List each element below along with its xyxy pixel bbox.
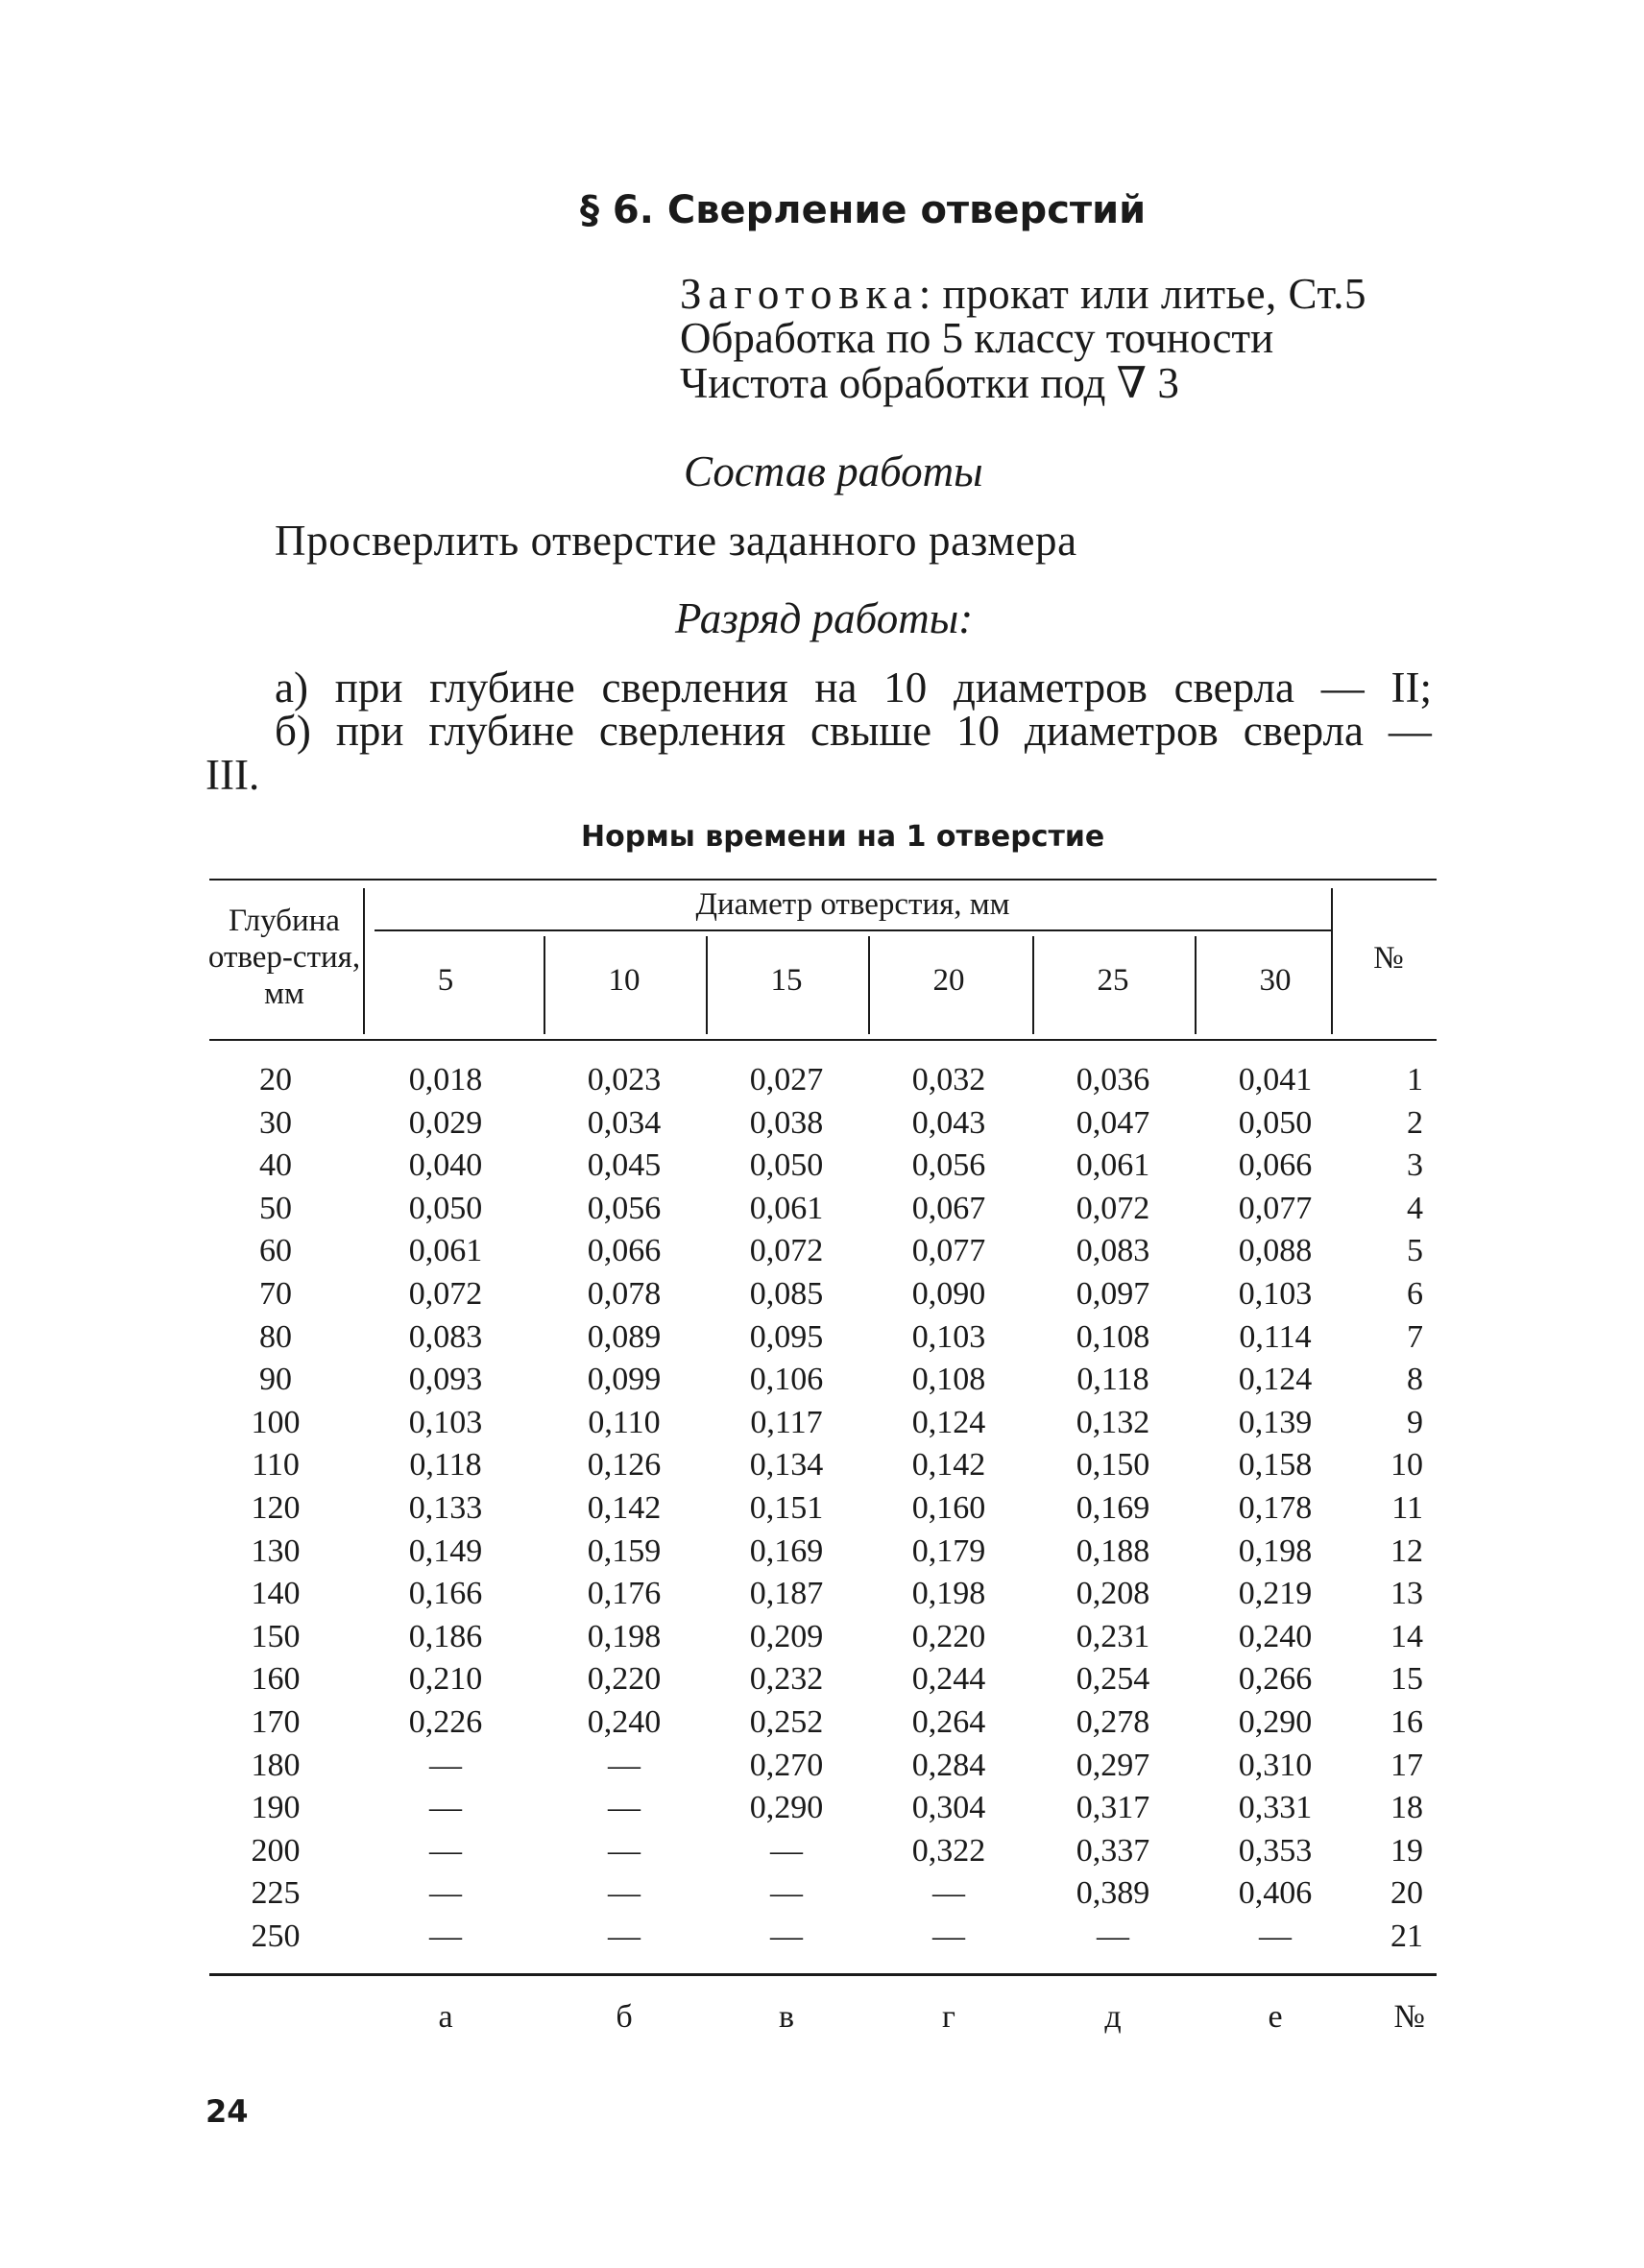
- time-value: —: [608, 1748, 641, 1783]
- time-value: 0,085: [749, 1276, 824, 1312]
- time-value: 0,290: [749, 1790, 824, 1825]
- grade-word: свыше: [810, 707, 932, 755]
- time-value: 0,041: [1238, 1062, 1313, 1098]
- grade-word: —: [1388, 707, 1432, 755]
- spec-blank-line: [680, 269, 1366, 319]
- grade-item-b: [275, 706, 1432, 756]
- depth-value: 110: [252, 1447, 300, 1483]
- time-value: 0,406: [1238, 1875, 1313, 1911]
- depth-value: 100: [251, 1405, 301, 1440]
- time-value: —: [429, 1833, 462, 1869]
- time-value: 0,266: [1238, 1661, 1313, 1697]
- time-value: —: [932, 1875, 965, 1911]
- time-value: 0,117: [750, 1405, 823, 1440]
- time-value: 0,220: [911, 1619, 986, 1654]
- time-value: —: [770, 1918, 803, 1954]
- row-number: 17: [1390, 1748, 1423, 1783]
- time-value: 0,067: [911, 1191, 986, 1226]
- time-value: 0,290: [1238, 1704, 1313, 1740]
- grade-item-b-tail: III.: [206, 751, 260, 799]
- row-number: 14: [1390, 1619, 1423, 1654]
- time-value: 0,099: [587, 1362, 662, 1397]
- time-value: 0,188: [1076, 1533, 1150, 1569]
- time-value: 0,178: [1238, 1490, 1313, 1526]
- table-top-rule: [209, 879, 1437, 881]
- time-value: 0,208: [1076, 1576, 1150, 1611]
- row-number: 10: [1390, 1447, 1423, 1483]
- grade-word: а): [275, 664, 308, 712]
- time-value: 0,018: [408, 1062, 483, 1098]
- time-value: 0,027: [749, 1062, 824, 1098]
- column-letter: е: [1268, 1999, 1283, 2035]
- time-value: 0,198: [587, 1619, 662, 1654]
- time-value: 0,240: [587, 1704, 662, 1740]
- time-value: 0,103: [1238, 1276, 1313, 1312]
- depth-value: 40: [259, 1147, 292, 1183]
- row-number: 21: [1390, 1918, 1423, 1954]
- time-value: 0,034: [587, 1105, 662, 1141]
- time-value: 0,072: [749, 1233, 824, 1268]
- time-value: 0,061: [1076, 1147, 1150, 1183]
- time-value: 0,270: [749, 1748, 824, 1783]
- time-value: 0,110: [588, 1405, 661, 1440]
- time-value: 0,103: [911, 1319, 986, 1355]
- column-letter: г: [942, 1999, 955, 2035]
- time-value: 0,045: [587, 1147, 662, 1183]
- time-value: 0,134: [749, 1447, 824, 1483]
- time-value: —: [429, 1918, 462, 1954]
- row-number: 8: [1407, 1362, 1423, 1397]
- time-value: —: [429, 1748, 462, 1783]
- grade-word: —: [1320, 664, 1365, 712]
- time-value: 0,304: [911, 1790, 986, 1825]
- depth-value: 150: [251, 1619, 301, 1654]
- time-value: 0,160: [911, 1490, 986, 1526]
- depth-value: 190: [251, 1790, 301, 1825]
- grade-word: б): [275, 707, 311, 755]
- time-value: 0,108: [911, 1362, 986, 1397]
- row-number: 15: [1390, 1661, 1423, 1697]
- time-value: 0,179: [911, 1533, 986, 1569]
- depth-value: 160: [251, 1661, 301, 1697]
- depth-value: 90: [259, 1362, 292, 1397]
- time-value: —: [429, 1875, 462, 1911]
- time-value: 0,150: [1076, 1447, 1150, 1483]
- time-value: —: [608, 1833, 641, 1869]
- time-value: 0,036: [1076, 1062, 1150, 1098]
- time-value: 0,187: [749, 1576, 824, 1611]
- time-value: 0,232: [749, 1661, 824, 1697]
- grade-word: сверления: [601, 664, 788, 712]
- footer-number: №: [1393, 1999, 1425, 2035]
- time-value: 0,066: [587, 1233, 662, 1268]
- diameter-underline: [375, 929, 1331, 931]
- time-value: 0,032: [911, 1062, 986, 1098]
- time-value: 0,114: [1239, 1319, 1312, 1355]
- depth-value: 60: [259, 1233, 292, 1268]
- depth-value: 70: [259, 1276, 292, 1312]
- depth-value: 170: [251, 1704, 301, 1740]
- column-letter: б: [616, 1999, 633, 2035]
- grade-word: диаметров: [1024, 707, 1219, 755]
- time-value: 0,066: [1238, 1147, 1313, 1183]
- time-value: 0,219: [1238, 1576, 1313, 1611]
- time-value: 0,050: [1238, 1105, 1313, 1141]
- grade-word: сверления: [598, 707, 786, 755]
- number-header: №: [1373, 941, 1404, 976]
- work-text: Просверлить отверстие заданного размера: [275, 517, 1077, 565]
- header-right-divider: [1331, 888, 1333, 1034]
- time-value: 0,072: [1076, 1191, 1150, 1226]
- grade-word: сверла: [1243, 707, 1364, 755]
- time-value: 0,095: [749, 1319, 824, 1355]
- row-number: 2: [1407, 1105, 1423, 1141]
- time-value: 0,061: [408, 1233, 483, 1268]
- time-value: 0,297: [1076, 1748, 1150, 1783]
- depth-value: 225: [251, 1875, 301, 1911]
- row-number: 3: [1407, 1147, 1423, 1183]
- time-value: 0,264: [911, 1704, 986, 1740]
- time-value: 0,252: [749, 1704, 824, 1740]
- grade-word: 10: [955, 707, 1000, 755]
- time-value: 0,097: [1076, 1276, 1150, 1312]
- diameter-header: Диаметр отверстия, мм: [695, 887, 1010, 922]
- time-value: —: [770, 1833, 803, 1869]
- work-heading: Состав работы: [684, 447, 983, 495]
- time-value: 0,317: [1076, 1790, 1150, 1825]
- row-number: 7: [1407, 1319, 1423, 1355]
- header-bottom-rule: [209, 1039, 1437, 1041]
- grade-word: сверла: [1173, 664, 1294, 712]
- time-value: 0,220: [587, 1661, 662, 1697]
- time-value: 0,198: [911, 1576, 986, 1611]
- time-value: 0,159: [587, 1533, 662, 1569]
- time-value: 0,133: [408, 1490, 483, 1526]
- time-value: 0,278: [1076, 1704, 1150, 1740]
- time-value: 0,244: [911, 1661, 986, 1697]
- time-value: —: [770, 1875, 803, 1911]
- time-value: 0,050: [749, 1147, 824, 1183]
- time-value: 0,322: [911, 1833, 986, 1869]
- time-value: 0,056: [587, 1191, 662, 1226]
- time-value: 0,093: [408, 1362, 483, 1397]
- time-value: 0,038: [749, 1105, 824, 1141]
- time-value: 0,176: [587, 1576, 662, 1611]
- time-value: —: [1259, 1918, 1292, 1954]
- row-number: 12: [1390, 1533, 1423, 1569]
- section-title: § 6. Сверление отверстий: [580, 188, 1147, 232]
- depth-value: 30: [259, 1105, 292, 1141]
- time-value: 0,118: [409, 1447, 482, 1483]
- time-value: 0,043: [911, 1105, 986, 1141]
- time-value: —: [932, 1918, 965, 1954]
- time-value: 0,166: [408, 1576, 483, 1611]
- time-value: 0,088: [1238, 1233, 1313, 1268]
- time-value: 0,198: [1238, 1533, 1313, 1569]
- time-value: 0,023: [587, 1062, 662, 1098]
- time-value: 0,083: [408, 1319, 483, 1355]
- time-value: 0,029: [408, 1105, 483, 1141]
- spec-blank-label: Заготовка: [680, 270, 919, 318]
- row-number: 5: [1407, 1233, 1423, 1268]
- row-number: 20: [1390, 1875, 1423, 1911]
- time-value: 0,126: [587, 1447, 662, 1483]
- diameter-25: 25: [1097, 963, 1129, 998]
- time-value: 0,072: [408, 1276, 483, 1312]
- grade-word: II;: [1390, 664, 1432, 712]
- row-number: 18: [1390, 1790, 1423, 1825]
- depth-header: Глубина отвер-стия, мм: [207, 904, 361, 1011]
- time-value: 0,337: [1076, 1833, 1150, 1869]
- grade-word: на: [814, 664, 858, 712]
- time-value: 0,254: [1076, 1661, 1150, 1697]
- time-value: 0,231: [1076, 1619, 1150, 1654]
- time-value: 0,132: [1076, 1405, 1150, 1440]
- page-number: 24: [206, 2093, 249, 2130]
- grade-word: глубине: [429, 664, 575, 712]
- depth-value: 20: [259, 1062, 292, 1098]
- row-number: 11: [1391, 1490, 1423, 1526]
- time-value: 0,389: [1076, 1875, 1150, 1911]
- time-value: 0,047: [1076, 1105, 1150, 1141]
- time-value: 0,108: [1076, 1319, 1150, 1355]
- diameter-20: 20: [932, 963, 965, 998]
- time-value: —: [1097, 1918, 1129, 1954]
- time-value: 0,089: [587, 1319, 662, 1355]
- time-value: 0,158: [1238, 1447, 1313, 1483]
- time-value: 0,056: [911, 1147, 986, 1183]
- row-number: 4: [1407, 1191, 1423, 1226]
- time-value: 0,142: [911, 1447, 986, 1483]
- time-value: 0,284: [911, 1748, 986, 1783]
- diameter-10: 10: [608, 963, 641, 998]
- table-caption: Нормы времени на 1 отверстие: [581, 820, 1105, 854]
- column-letter: а: [438, 1999, 453, 2035]
- time-value: —: [608, 1875, 641, 1911]
- time-value: 0,331: [1238, 1790, 1313, 1825]
- depth-value: 250: [251, 1918, 301, 1954]
- time-value: 0,186: [408, 1619, 483, 1654]
- grade-heading: Разряд работы:: [675, 594, 974, 642]
- depth-value: 130: [251, 1533, 301, 1569]
- row-number: 19: [1390, 1833, 1423, 1869]
- time-value: 0,151: [749, 1490, 824, 1526]
- table-bottom-rule: [209, 1973, 1437, 1976]
- row-number: 16: [1390, 1704, 1423, 1740]
- time-value: 0,210: [408, 1661, 483, 1697]
- time-value: 0,040: [408, 1147, 483, 1183]
- time-value: 0,106: [749, 1362, 824, 1397]
- time-value: —: [608, 1790, 641, 1825]
- time-value: 0,169: [1076, 1490, 1150, 1526]
- spec-finish-line: Чистота обработки под ∇ 3: [680, 359, 1179, 407]
- row-number: 13: [1390, 1576, 1423, 1611]
- row-number: 9: [1407, 1405, 1423, 1440]
- time-value: 0,118: [1076, 1362, 1149, 1397]
- grade-word: при: [334, 664, 403, 712]
- time-value: 0,090: [911, 1276, 986, 1312]
- time-value: 0,078: [587, 1276, 662, 1312]
- time-value: 0,310: [1238, 1748, 1313, 1783]
- depth-value: 180: [251, 1748, 301, 1783]
- diameter-15: 15: [770, 963, 803, 998]
- time-value: 0,226: [408, 1704, 483, 1740]
- time-value: 0,050: [408, 1191, 483, 1226]
- time-value: 0,077: [1238, 1191, 1313, 1226]
- time-value: 0,124: [1238, 1362, 1313, 1397]
- time-value: 0,103: [408, 1405, 483, 1440]
- grade-word: 10: [883, 664, 928, 712]
- depth-value: 80: [259, 1319, 292, 1355]
- spec-blank-value: : прокат или литье, Ст.5: [918, 270, 1367, 318]
- depth-value: 120: [251, 1490, 301, 1526]
- time-value: 0,353: [1238, 1833, 1313, 1869]
- diameter-30: 30: [1259, 963, 1292, 998]
- grade-word: глубине: [428, 707, 574, 755]
- time-value: 0,139: [1238, 1405, 1313, 1440]
- depth-value: 140: [251, 1576, 301, 1611]
- row-number: 1: [1407, 1062, 1423, 1098]
- diameter-5: 5: [437, 963, 454, 998]
- time-value: 0,240: [1238, 1619, 1313, 1654]
- time-value: 0,142: [587, 1490, 662, 1526]
- time-value: —: [429, 1790, 462, 1825]
- depth-value: 50: [259, 1191, 292, 1226]
- time-value: 0,077: [911, 1233, 986, 1268]
- time-value: 0,169: [749, 1533, 824, 1569]
- column-letter: в: [778, 1999, 795, 2035]
- time-value: 0,149: [408, 1533, 483, 1569]
- time-value: 0,124: [911, 1405, 986, 1440]
- time-value: —: [608, 1918, 641, 1954]
- grade-word: диаметров: [954, 664, 1148, 712]
- time-value: 0,061: [749, 1191, 824, 1226]
- row-number: 6: [1407, 1276, 1423, 1312]
- depth-value: 200: [251, 1833, 301, 1869]
- time-value: 0,083: [1076, 1233, 1150, 1268]
- time-value: 0,209: [749, 1619, 824, 1654]
- spec-processing-line: Обработка по 5 классу точности: [680, 314, 1274, 362]
- column-letter: д: [1104, 1999, 1122, 2035]
- grade-word: при: [335, 707, 404, 755]
